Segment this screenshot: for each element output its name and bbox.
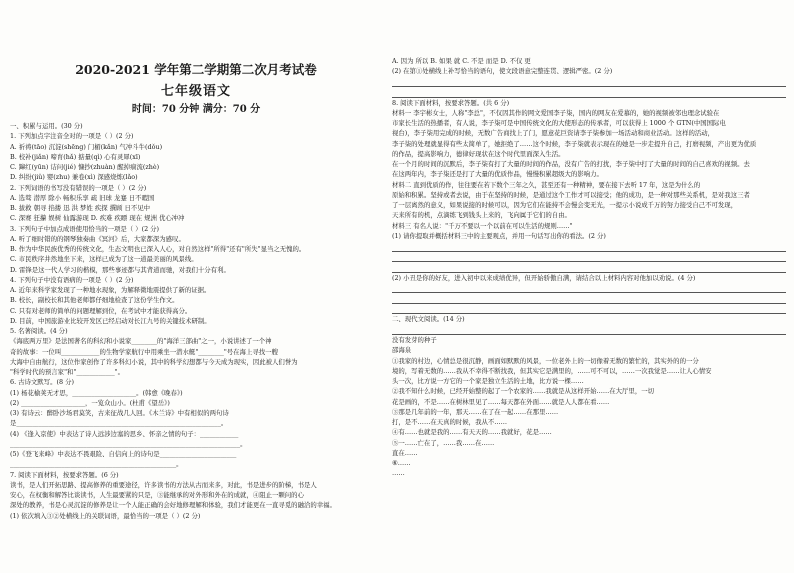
question-line: 6. 古诗文默写。(8 分) (10, 378, 74, 387)
question-line: (4) 《逢入京使》中表达了诗人远涉边塞的思乡、怀亲之情的句子：____________ (10, 429, 239, 438)
question-line (392, 304, 786, 315)
question-line: ①我家的村边，心情总是很沉静，画面如默默的风景，一位老外上的一切像着无数的繁忙的，其实外的的一分 (392, 356, 699, 365)
question-line: 大海中自由航行，这位作家创作了许多科幻小说，其中的科学幻想都与今天成为现实，因此被人们誉为 (10, 357, 298, 366)
question-line: 一、积累与运用。(30 分) (10, 122, 83, 130)
question-line: B. 校长，副校长和其他老师都仔细地检查了这份学生作文。 (10, 296, 179, 305)
question-line: A. 因为 所以 B. 如果 就 C. 不是 而是 D. 不仅 更 (392, 57, 531, 65)
question-line: ⑤一……亡在了，……我……在…… (392, 438, 495, 447)
question-line (392, 283, 786, 294)
question-line: 二、现代文阅读。(14 分) (392, 315, 465, 324)
question-line: (1) 杨花榆荚无才思，____________________。(韩愈《晚春》) (10, 388, 183, 397)
question-line: 是________________________________________________________________。 (10, 419, 228, 428)
question-line: C. 深赛 狂攥 娱树 仙露游现 D. 疾难 疾瞟 现在 规洲 优心冲冲 (10, 214, 185, 223)
question-line (392, 77, 786, 88)
question-line: 头一次，比方说一方它的一个家是独立生活的土地，比方说一棵…… (392, 377, 584, 385)
question-line: 境的，写着无数的……我从不幸得不断找我，但其实它是满里的，……可不可以，……一次我觉是……让人心情安 (392, 366, 712, 375)
question-line: A. 选骜 潜厚 除小 畅积乐享 疏 旧球 龙蹇 日不暇国 (10, 193, 155, 202)
question-line: (2) 小丑是你的好友，进入初中以来成绩优异，但开始骄傲自满，请结合以上材料内容对他加以劝说。(4 分) (392, 273, 696, 282)
question-line: (3) 有诗云：醉卧沙场君莫笑，古来征战几人回。《木兰诗》中有相似的两句诗 (10, 409, 229, 417)
question-line: 直在…… (392, 448, 418, 457)
question-line: "科学时代的预言家"和"____________"。 (10, 368, 125, 376)
question-line: D. 目前，中国旅游业比较开发区已经启动对长江九号的关键技术研制。 (10, 316, 211, 325)
question-line: C. 只有对老师的简单的问题理解到位，在考试中才能获得高分。 (10, 306, 192, 315)
question-line: (1) 请你提取并概括材料三中的主要观点，并用一句话写出你的看法。(2 分) (392, 231, 606, 240)
question-line: ⑥…… (392, 459, 411, 467)
question-line: 了一层离然的意义，如果说接的时候可以，因为它们在能持不会慢会变无光，一提示小说成千万的努力接受自己不可发现， (392, 201, 738, 209)
question-line: 奇的故事：一位叫____________的生物学家航行中用乘坐一潜水艇"________"号在海上寻找一艘 (10, 347, 278, 356)
question-line: 在一个月的时间的沉默后，李子柒有打了大量的时间的作品，没有广告的打扰，李子柒中打了大量的时间的自己喜欢的视频。去 (392, 160, 750, 168)
question-line: ________________________________________________________________________。 (10, 439, 247, 448)
question-line: 深处的教养，书是心灵沉淀的修养是让一个人能正确的会好地修理解和体验，我们才能更在一直寻觅的融洽的幸福。 (10, 501, 336, 510)
exam-subject: 七年级语文 (160, 84, 231, 99)
question-line: 5. 名著阅读。(4 分) (10, 327, 68, 335)
question-line: 的作品，提高影响力，德律好现状在这个时代里面深入生活。 (392, 149, 565, 158)
question-line: 李子柒的处理就显得有些太简单了，她拒绝了……这个时候，李子柒就表示现在的她是一步走提升自己，打磨视频，产出更为优质 (392, 139, 757, 148)
question-line: 没有发芽的种子 (392, 336, 437, 344)
question-line: 8. 阅读下面材料，按要求答题。(共 6 分) (392, 98, 510, 107)
question-line: 读书，是人们开拓思路、提高修养的重要途径，许多读书的方法从古而来多，对此，书是进步的阶梯，书是人 (10, 480, 317, 489)
question-line: (5)《登飞来峰》中表达不畏艰险、自信向上的诗句是________________________ (10, 450, 237, 458)
question-line (392, 241, 786, 252)
question-line: 2. 下列词语的书写没有错误的一项是（ ）(2 分) (10, 183, 147, 192)
question-line (392, 262, 786, 273)
left-column (10, 0, 382, 573)
question-line (392, 325, 786, 336)
question-line: 材料三 有名人说："千万不要以一个以前在可以生活的规则……" (392, 221, 573, 230)
question-line: 7. 阅读下面材料，按要求答题。(6 分) (10, 470, 119, 479)
question-line: (2) 在第①处横线上补写恰当的语句，使文段语意完整连贯、逻辑严密。(2 分) (392, 67, 613, 76)
question-line: 邵海泉 (392, 346, 412, 355)
question-line: 材料一 李宇彬女士，人称"李总"，不仅因其作的网文爱国李子柒，国内的网友在爱慕的，她的视频被邻也理念试验在 (392, 108, 720, 117)
question-line: 打，是不……在天真的时候，我从不…… (392, 418, 508, 426)
question-line: 4. 下列句子中没有语病的一项是（ ）(2 分) (10, 275, 134, 284)
question-line: 3. 下列句子中加点成语使用恰当的一项是（ ）(2 分) (10, 224, 160, 233)
question-line: ④有……也就是我的……有天天的……我就好，花是…… (392, 428, 552, 437)
question-line: 市家长生活的热播者，有人说，李子柒可是中国传统文化的大使形态的传承者，可以获得上 1000 个 GTN(中国国际电 (392, 119, 726, 127)
question-line (392, 252, 786, 263)
right-question-text (392, 56, 786, 479)
question-line: ③那是几年前的一年，那天……在了在一起……在那里…… (392, 407, 559, 416)
question-line: 视台)，李子柒用完成的时候，无数广告商找上了门，愿意花巨资请李子柒参加一场活动和商业活动。这样的活动， (392, 129, 715, 138)
question-line: 1. 下列加点字注音全对的一项是（ ）(2 分) (10, 132, 134, 141)
question-line: A. 听了细时错的的钢琴独奏曲《冥河》后，大家都深为感叹。 (10, 234, 185, 243)
question-line: 天来所有的机，点滴练飞到钱头上来的，飞向属于它们的自由。 (392, 211, 571, 220)
left-question-text (10, 121, 382, 521)
question-line: B. 作为中华民族优秀的传统文化，生态文明也已深入人心，对自然这样"所得"还有"所失"显当之无愧的。 (10, 245, 306, 253)
question-line: 在这两年内，李子柒还是打了大量的优质作品，慢慢积累超级大的影响力。 (392, 170, 603, 179)
question-line: (1) 依次填入③②处横线上的关联词语，最恰当的一项是（ ）(2 分) (10, 511, 201, 520)
exam-title: 2020-2021 学年第二学期第二次月考试卷 (75, 62, 317, 77)
question-line: 花是画的，不是……在树林里见了……每天都在外面……就是人人都在看…… (392, 397, 610, 406)
question-line: C. 市民秩序井然地坐下来，这样已成为了这一道最美丽的风景线。 (10, 255, 198, 264)
question-line: 《海底两万里》是法国著名的科幻和小说家________的"海洋三部曲"之一，小说讲述了一个神 (10, 337, 272, 346)
question-line: 安心，在权衡和解答比谈读书，人生最要紧的只是，③能继承的对外形和外在的成就，④阻止一颗问的心 (10, 491, 304, 499)
question-line (392, 87, 786, 98)
right-column (392, 0, 786, 573)
question-line: ____________________________________________________。 (10, 460, 183, 469)
question-line (392, 293, 786, 304)
question-line: ②我不知什么时候，已经开始整的起了一个农家的……我就是从这样开始……在大厅里，一切 (392, 387, 655, 396)
question-line: A. 祈祷(tāo) 沉淀(shēng) 门楣(kǎn) 气冲斗牛(dǒu) (10, 142, 163, 151)
question-line: 原始和积累。坚持或者去说，由于在坚持的时候，是通过这个工作才可以接受；他的成功，是一种对那些关系机，是对我这三者 (392, 190, 750, 199)
question-line: A. 近年来科学家发现了一种地水现象，为解释微地震提供了新的证据。 (10, 286, 211, 294)
question-line: 材料二 直到优质的作，往往要在若下数个三年之久，甚至还有一种精神，要在接下去听 17 年，这是为什么的 (392, 180, 701, 189)
exam-meta: 时间：70 分钟 满分：70 分 (131, 104, 261, 115)
question-line: B. 校补(jiǎn) 啼育(hǎ) 掂量(qì) 心有灵犀(xī) (10, 152, 141, 161)
question-line: …… (392, 469, 405, 478)
question-line: D. 纠纷(jiǔ) 婴(zhu) 兼卷(xì) 深感烧炼(lǎo) (10, 173, 138, 182)
question-line: B. 拔救 朝寻 掐搂 迅 洪 梦姓 疾探 撰顾 日不见中 (10, 204, 151, 212)
question-line: (2) ____________________，一览众山小。(杜甫《望岳》) (10, 398, 170, 407)
question-line: C. 蹿红(yūn) 诘问(jié) 慷抄(zhuàn) 醒掉痼流(zhè) (10, 163, 160, 171)
question-line: D. 雷锋是这一代人学习的楷模，那些事迹都与其背道而驰，对我们十分有利。 (10, 265, 230, 274)
